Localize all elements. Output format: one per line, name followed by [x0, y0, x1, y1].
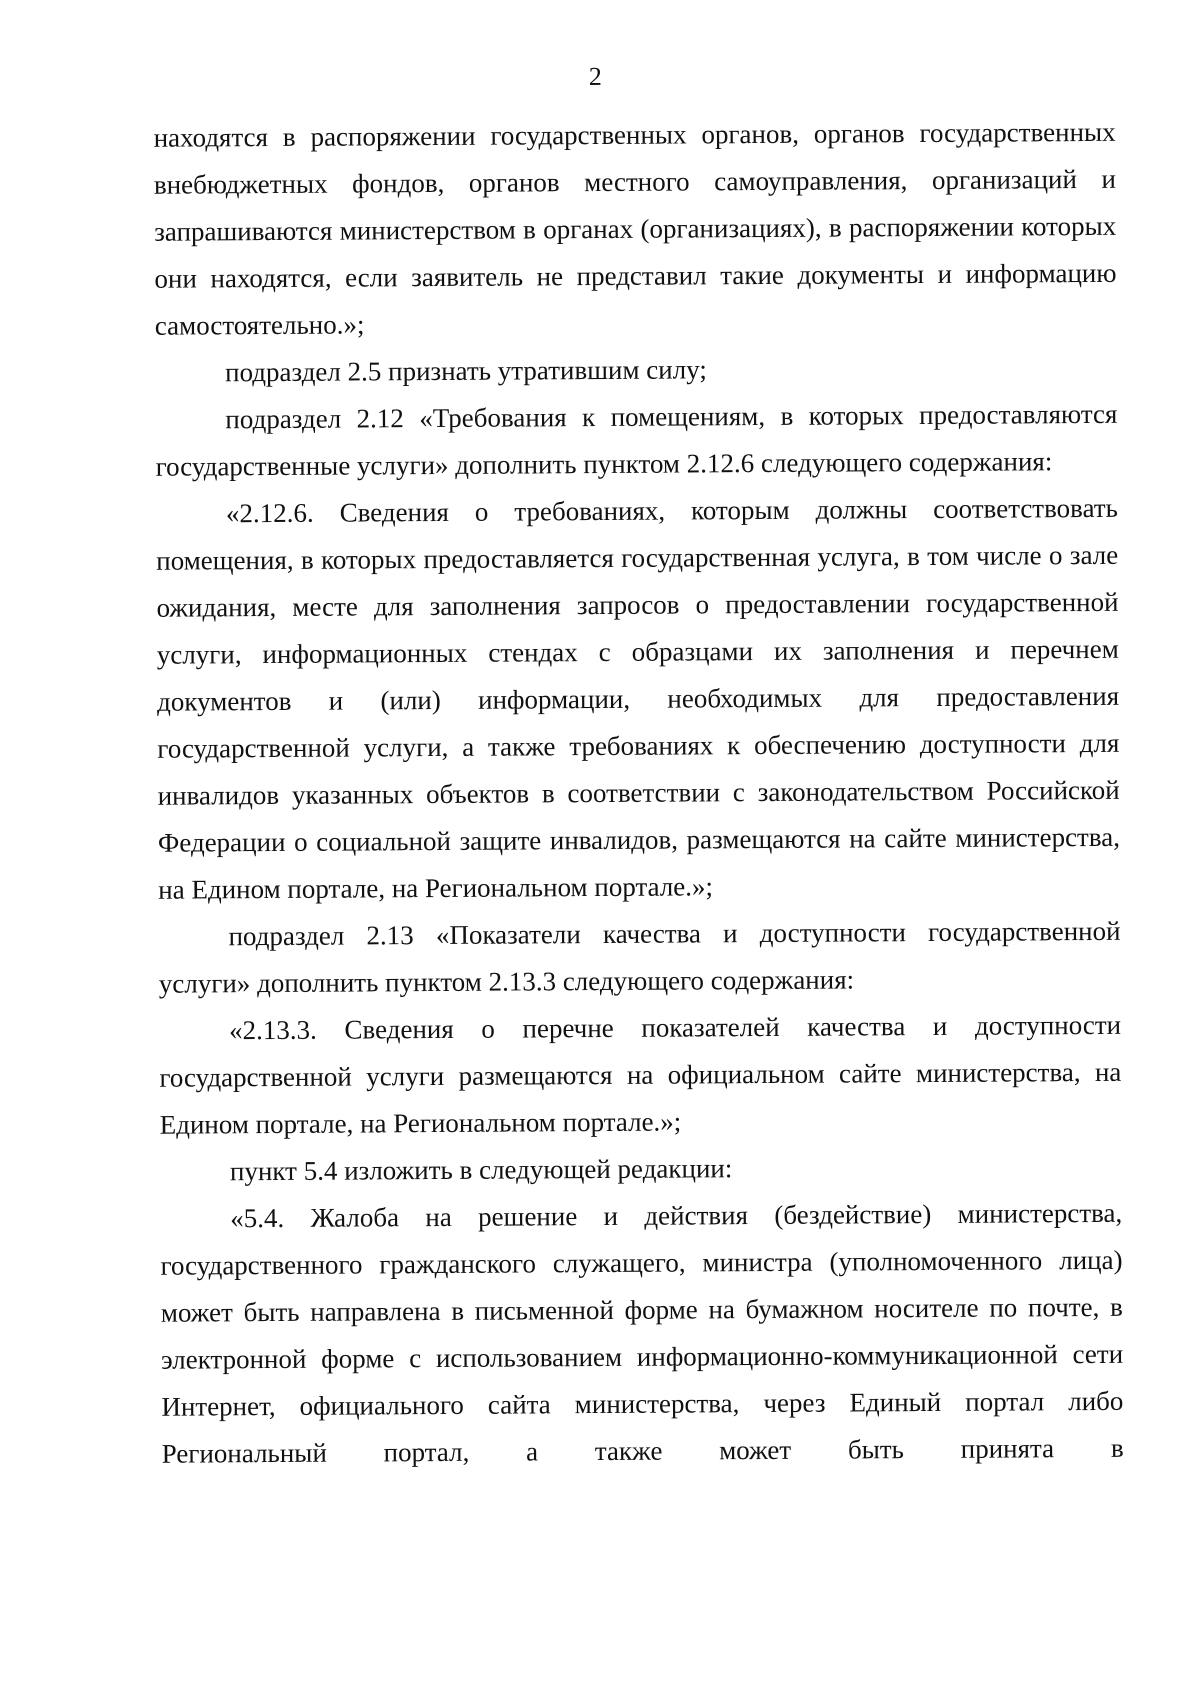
paragraph-item-5-4-intro: пункт 5.4 изложить в следующей редакции:	[229, 1153, 733, 1187]
page-number: 2	[588, 61, 602, 92]
paragraph-subsection-2-13: подраздел 2.13 «Показатели качества и доступности государственной услуги» дополнить пунктом 2.13.3 следующего содержания:	[158, 915, 1121, 999]
paragraph-subsection-2-12: подраздел 2.12 «Требования к помещениям, в которых предоставляются государственные услуги» дополнить пунктом 2.12.6 следующего содержания:	[155, 398, 1118, 482]
paragraph-continuation: находятся в распоряжении государственных органов, органов государственных внебюджетных фондов, органов местного самоуправления, организаций и запрашиваются министерством в органах (организациях), в распоряжении которых они находятся, если заявитель не представил такие документы и информацию самостоятельно.»;	[153, 116, 1117, 341]
paragraph-item-5-4: «5.4. Жалоба на решение и действия (бездействие) министерства, государственного гражданского служащего, министра (уполномоченного лица) может быть направлена в письменной форме на бумажном носителе по почте, в электронной форме с использованием информационно-коммуникационной сети Интернет, официального сайта министерства, через Единый портал либо Региональный портал, а также может быть принята в	[160, 1197, 1124, 1469]
document-body	[154, 109, 1124, 1478]
paragraph-item-2-13-3: «2.13.3. Сведения о перечне показателей качества и доступности государственной услуги размещаются на официальном сайте министерства, на Едином портале, на Региональном портале.»;	[159, 1009, 1122, 1140]
paragraph-item-2-12-6: «2.12.6. Сведения о требованиях, которым должны соответствовать помещения, в которых предоставляется государственная услуга, в том числе о зале ожидания, месте для заполнения запросов о предоставлении государственной услуги, информационных стендах с образцами их заполнения и перечнем документов и (или) информации, необходимых для предоставления государственной услуги, а также требованиях к обеспечению доступности для инвалидов указанных объектов в соответствии с законодательством Российской Федерации о социальной защите инвалидов, размещаются на сайте министерства, на Едином портале, на Региональном портале.»;	[156, 492, 1121, 905]
paragraph-subsection-2-5: подраздел 2.5 признать утратившим силу;	[224, 354, 707, 388]
